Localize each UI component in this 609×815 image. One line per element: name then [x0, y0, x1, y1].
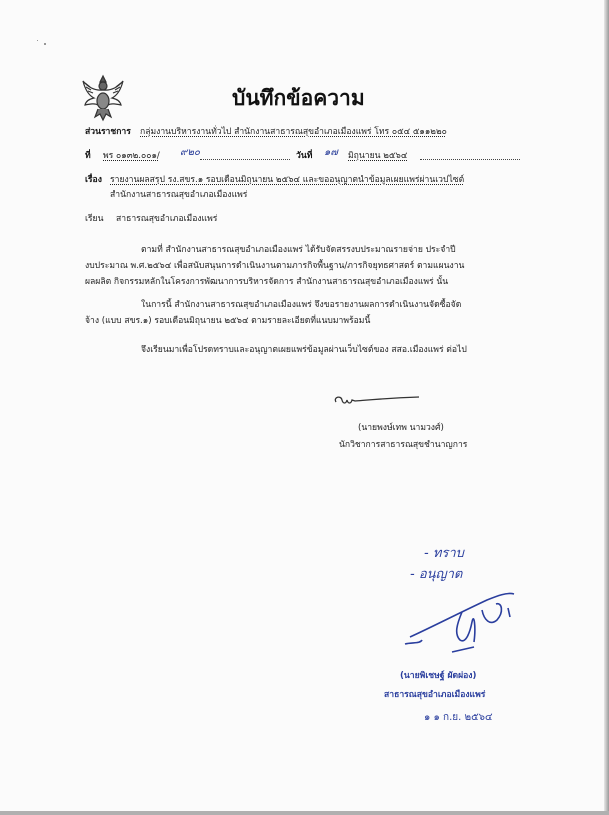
body-para3-line1: จึงเรียนมาเพื่อโปรดทราบและอนุญาตเผยแพร่ข้อมูลผ่านเว็บไซต์ของ สสอ.เมืองแพร่ ต่อไป: [141, 345, 467, 355]
number-dotted-line: [200, 159, 290, 160]
salutation-value: สาธารณสุขอำเภอเมืองแพร่: [116, 214, 218, 224]
number-label: ที่: [85, 151, 91, 161]
number-handwritten: ๙๒๐: [180, 147, 201, 158]
body-para2-line2: จ้าง (แบบ สขร.๑) รอบเดือนมิถุนายน ๒๕๖๔ ตามรายละเอียดที่แนบมาพร้อมนี้: [85, 316, 371, 326]
date-value: มิถุนายน ๒๕๖๔: [348, 151, 408, 161]
body-para1-line1: ตามที่ สำนักงานสาธารณสุขอำเภอเมืองแพร่ ได้รับจัดสรรงบประมาณรายจ่าย ประจำปี: [141, 245, 456, 255]
approver-position: สาธารณสุขอำเภอเมืองแพร่: [384, 690, 486, 700]
number-value: พร ๐๑๓๒.๐๐๑/: [103, 151, 160, 161]
approval-note-2: - อนุญาต: [410, 567, 463, 582]
subject-line1: รายงานผลสรุป รง.สขร.๑ รอบเดือนมิถุนายน ๒๕๖๔ และขออนุญาตนำข้อมูลเผยแพร่ผ่านเวปไซต์: [110, 175, 465, 185]
approval-note-1: - ทราบ: [424, 546, 464, 561]
date-handwritten-day: ๑๗: [324, 147, 338, 158]
approval-date-stamp: ๑ ๑ ก.ย. ๒๕๖๔: [424, 712, 493, 723]
scan-speck: [37, 40, 38, 41]
body-para1-line3: ผลผลิต กิจกรรมหลักในโครงการพัฒนาการบริหารจัดการ สำนักงานสาธารณสุขอำเภอเมืองแพร่ นั้น: [85, 277, 449, 287]
body-para2-line1: ในการนี้ สำนักงานสาธารณสุขอำเภอเมืองแพร่ จึงขอรายงานผลการดำเนินงานจัดซื้อจัด: [141, 300, 462, 310]
memo-title: บันทึกข้อความ: [232, 86, 365, 110]
date-label: วันที่: [296, 151, 313, 161]
signer1-name: (นายพงษ์เทพ นามวงศ์): [358, 423, 444, 433]
page-bottom-edge: [0, 811, 609, 815]
page-edge-shadow: [604, 0, 609, 815]
subject-label: เรื่อง: [85, 175, 102, 185]
signature-1: [333, 392, 423, 410]
approver-name: (นายพิเชษฐ์ ผัดผ่อง): [400, 671, 477, 681]
subject-line2: สำนักงานสาธารณสุขอำเภอเมืองแพร่: [110, 190, 248, 200]
garuda-emblem-icon: [80, 73, 126, 123]
body-para1-line2: งบประมาณ พ.ศ.๒๕๖๔ เพื่อสนับสนุนการดำเนินงานตามภารกิจพื้นฐาน/ภารกิจยุทธศาสตร์ ตามแผนงาน: [85, 261, 465, 271]
signature-2: [402, 582, 522, 657]
department-value: กลุ่มงานบริหารงานทั่วไป สำนักงานสาธารณสุขอำเภอเมืองแพร่ โทร ๐๕๔ ๕๑๑๒๒๐: [140, 127, 447, 137]
salutation-label: เรียน: [85, 214, 104, 224]
scan-speck: [44, 43, 46, 45]
signer1-position: นักวิชาการสาธารณสุขชำนาญการ: [339, 440, 468, 450]
department-label: ส่วนราชการ: [85, 127, 131, 137]
date-dotted-line: [420, 159, 520, 160]
